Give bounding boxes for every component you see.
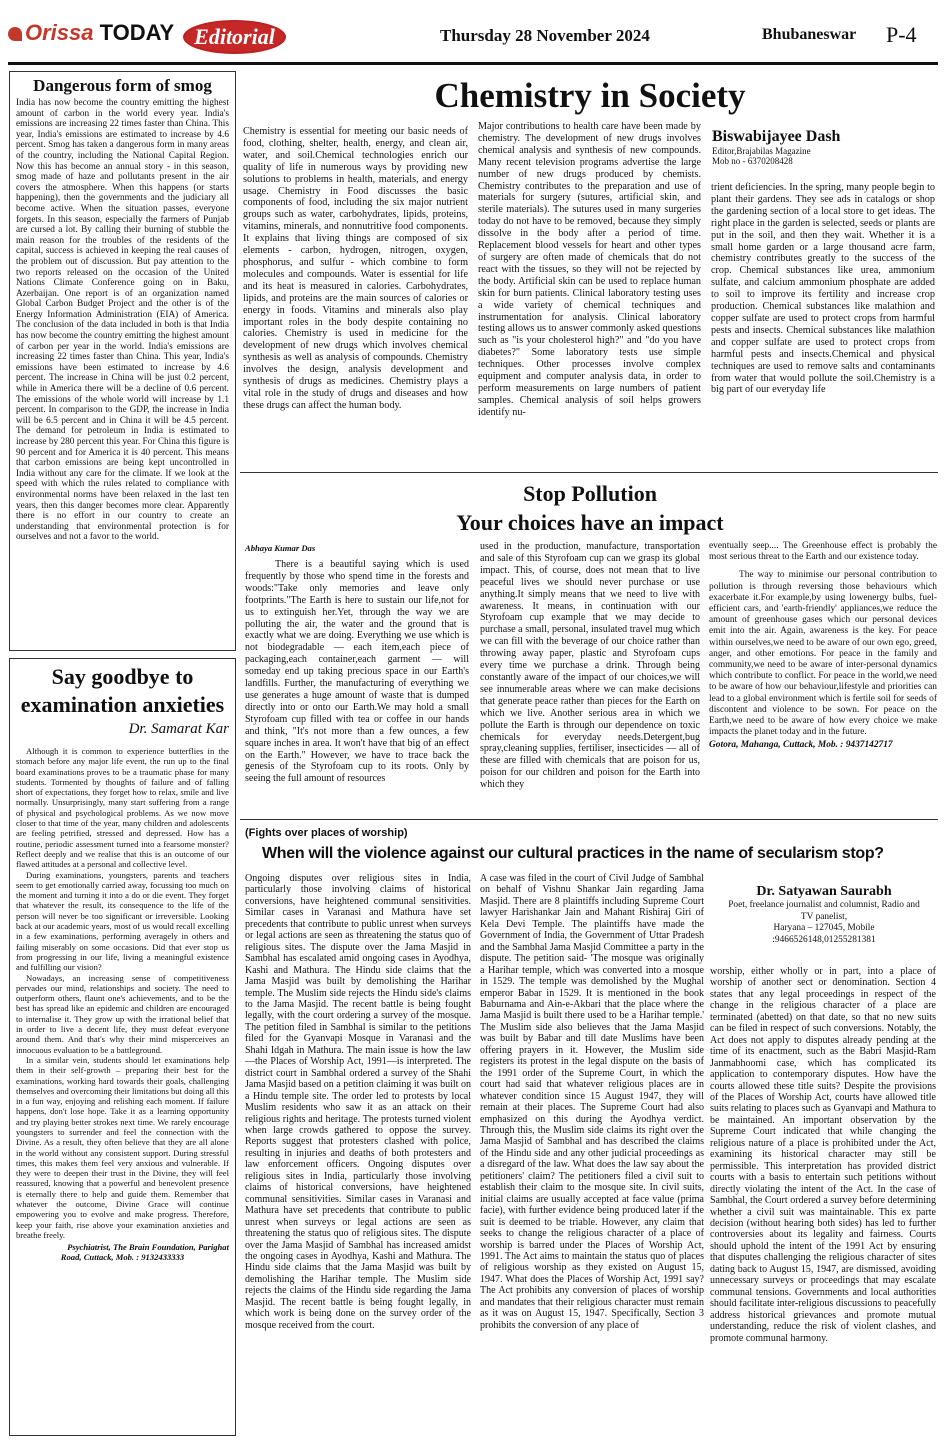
anxiety-paragraph: Nowadays, an increasing sense of competitiveness pervades our mind, relationships and society. The need to outperform others, flaunt one's achievements, and to be the best has spread like an epidemic and children are encouraged to internalise it. They grow up with the irrational belief that in order to live a decent life, they must defeat everyone around them. And that's why their mind misperceives an innocuous evaluation to be a battleground. bbox=[16, 972, 229, 1055]
anxiety-article bbox=[9, 658, 236, 1436]
worship-author-aff-1: Poet, freelance journalist and columnist, Radio and bbox=[728, 900, 920, 910]
divider bbox=[240, 472, 938, 473]
smog-body: India has now become the country emitting the highest amount of carbon in the world every year. India's emissions are increasing 22 times faster than China. This year, India's emissions are estimated to increase by 4.6 percent. Smog has taken a dangerous form in many areas of the country, including the National Capital Region. Now this has become an annual story - in this season, smog made of haze and pollutants present in the air covers the atmosphere. When this happens (or starts happening), then the governments and the judiciary all become active. When the situation passes, everyone forgets. In this season, especially the farmers of Punjab are cursed a lot. By calling their burning of stubble the main reason for the troubles of the residents of the capital, success is achieved in keeping the real causes of the problem out of discussion. But pay attention to the two reports released on the occasion of the United Nations Climate Conference going on in Baku, Azerbaijan. One report is of an organization named Global Carbon Budget Project and the other is of the Energy Information Administration (EIA) of America. The conclusion of the data included in both is that India has now become the country emitting the highest amount of carbon per year in the world. India's emissions are increasing 22 times faster than China. This year, India's emissions have been estimated to increase by 4.6 percent. The increase in China will be just 0.2 percent, while in America there will be a decline of 0.6 percent. The emissions of the whole world will increase by 1.1 percent. In comparison to the GDP, the increase in India will be 6.5 percent and in China it will be 4.5 percent. The demand for petroleum in India is estimated to increase by 280 percent this year. For China this figure is 90 percent and for America it is 40 percent. This means that carbon emissions are being kept uncontrolled in India without any care for the climate. If we look at the speed with which the rules related to compliance with environmental norms have been relaxed in the last ten years, then this danger becomes more clear. Apparently there is no effort in our country to create an understanding that environmental protection is for ourselves and not a favor to the world. bbox=[16, 98, 229, 543]
worship-author-box bbox=[710, 876, 938, 960]
smog-title: Dangerous form of smog bbox=[33, 76, 212, 95]
anxiety-signature-1: Psychiatrist, The Brain Foundation, Parighat bbox=[67, 1242, 229, 1253]
chem-title: Chemistry in Society bbox=[434, 76, 746, 115]
anxiety-title-2: examination anxieties bbox=[20, 692, 225, 717]
pollution-column-1: There is a beautiful saying which is used frequently by those who spend time in the forests and woods:"Take only memories and leave only footprints."The Earth is here to sustain our life,not for us to extinguish her.Yet, through the way we are polluting the air, the water and the ground that is exactly what we are doing. Everything we use which is not biodegradable — each item,each piece of packaging,each container,each garment — will someday end up taking precious space in our Earth's landfills. Further, the manufacturing of everything we use generates a huge amount of waste that is dumped directly into or onto our Earth.We may hold a small Styrofoam cup filled with tea or coffee in our hands and think, "It's not more than a few ounces, a few square inches in area. It won't have that big of an effect on the Earth." However, we have to trace back the genesis of the Styrofoam cup to its roots. Only by seeing the full amount of resources bbox=[245, 559, 469, 785]
pollution-column-3a: eventually seep.... The Greenhouse effect is probably the most serious threat to the Earth and our existence today. bbox=[709, 541, 937, 563]
pollution-title-1: Stop Pollution bbox=[523, 481, 657, 506]
chem-author-box bbox=[706, 122, 938, 178]
issue-date: Thursday 28 November 2024 bbox=[440, 26, 650, 45]
chem-author-aff-2: Mob no - 6370208428 bbox=[712, 156, 793, 166]
worship-author-aff-2: TV panelist, bbox=[800, 911, 848, 922]
worship-column-2: A case was filed in the court of Civil Judge of Sambhal on behalf of Vishnu Shankar Jain regarding Jama Masjid. There are 8 plaintiffs including Supreme Court lawyer Harishankar Jain and Mahant Rishiraj Giri of Kela Devi Temple. The plaintiffs have made the Government of India, the Government of Uttar Pradesh and the Sambhal Jama Masjid Committee a party in the dispute. The petition said- 'The mosque was originally a Harihar temple, which was converted into a mosque in 1529. The temple was demolished by the Mughal emperor Babar in 1529. It is mentioned in the book Baburnama and Ain-e-Akbari that the place where the Jama Masjid is built there used to be a Harihar temple.' The Muslim side also believes that the Jama Masjid was built by Babar and till date Muslims have been offering prayers in it. However, the Muslim side registers its protest in the legal dispute on the basis of the 1991 order of the Supreme Court, in which the court had said that whatever religious places are in whatever condition since 15 August 1947, they will remain at their places. The Supreme Court had also emphasized on this during the Ayodhya verdict. Through this, the Muslim side claims its right over the Jama Masjid of Sambhal and has described the claims of the Hindu side and any other judicial proceedings as a disregard of the law. What does the law say about the petitioners' claim? The petitioners filed a civil suit to establish their claim to the mosque site. In civil suits, initial claims are usually accepted at face value (prima facie), with further evidence being produced later if the suit is deemed to be triable. However, any claim that seeks to change the religious character of a place of worship is barred under the Places of Worship Act, 1991. The Act aims to maintain the status quo of places of religious worship as they existed on August 15, 1947. What does the Places of Worship Act, 1991 say? The Act prohibits any conversion of places of worship and mandates that their religious character must remain as it was on August 15, 1947. Specifically, Section 3 prohibits the conversion of any place of bbox=[480, 873, 704, 1331]
chem-column-1: Chemistry is essential for meeting our basic needs of food, clothing, shelter, health, energy, and clean air, water, and soil.Chemical technologies enrich our quality of life in numerous ways by providing new solutions to problems in health, materials, and energy usage. Chemistry in Food discusses the basic components of food, including the six major nutrient groups such as water, carbohydrates, lipids, proteins, vitamins, minerals, and nonnutritive food components. It explains that living things are composed of six elements - carbon, hydrogen, nitrogen, oxygen, phosphorus, and sulfur - which combine to form molecules and compounds. Water is essential for life and its heat is measured in calories. Carbohydrates, lipids, and proteins are the main sources of calories or energy in foods. Vitamins and minerals also play important roles in the body despite containing no calories. Chemistry is used in medicine for the development of new drugs which involves chemical synthesis as well as analysis of compounds. Chemistry involves the design, analysis development and synthesis of drugs as medicines. Chemistry plays a vital role in the study of drugs and diseases and how these drugs can affect the human body. bbox=[243, 126, 468, 411]
pollution-column-3 bbox=[709, 541, 937, 811]
worship-author: Dr. Satyawan Saurabh bbox=[756, 884, 892, 899]
masthead-rule bbox=[8, 62, 938, 65]
logo-icon bbox=[8, 27, 22, 41]
anxiety-title-1: Say goodbye to bbox=[51, 664, 194, 689]
smog-article bbox=[9, 71, 236, 651]
worship-column-1: Ongoing disputes over religious sites in India, particularly those involving claims of historical conversions, have heightened communal sensitivities. Similar cases in Varanasi and Mathura have set precedents that contribute to public unrest when surveys or legal actions are seen as threatening the status quo of religious sites. The dispute over the Jama Masjid in Sambhal has escalated amid ongoing cases in Ayodhya, Kashi and Mathura. The Hindu side claims that the Jama Masjid was built by demolishing the Harihar temple. The Muslim side rejects the Hindu side's claims to the Jama Masjid. The recent battle is being fought legally, with the court ordering a survey of the mosque. The petition filed in Sambhal is similar to the petitions filed for the Gyanvapi Mosque in Varanasi and the Shahi Idgah in Mathura. The main issue is how the law—the Places of Worship Act, 1991—is interpreted. The district court in Sambhal ordered a survey of the Shahi Jama Masjid based on a petition claiming it was built on a Hindu temple site. The order led to protests by local Muslim residents who saw it as an attack on their religious rights and heritage. The protests turned violent when large crowds gathered to oppose the survey. Reports suggest that protesters clashed with police, resulting in injuries and deaths of both protesters and law enforcement officers. Ongoing disputes over religious sites in India, particularly those involving claims of historical conversions, have heightened communal sensitivities. Similar cases in Varanasi and Mathura have set precedents that contribute to public unrest when surveys or legal actions are seen as threatening the status quo of religious sites. The dispute over the Jama Masjid of Sambhal has increased amidst the ongoing cases in Ayodhya, Kashi and Mathura. The Hindu side claims that the Jama Masjid was built by demolishing the Harihar temple. The Muslim side rejects the claims of the Hindu side regarding the Jama Masjid. The recent battle is being fought legally, in which work is being done on the survey order of the mosque received from the court. bbox=[245, 873, 471, 1331]
chem-column-3: trient deficiencies. In the spring, many people begin to plant their gardens. They see ads in catalogs or shop the gardening section of a local store to get ideas. The right place in the garden is selected, seeds or plants are put in the soil, and then they wait. Whether it is a small home garden or a large thousand acre farm, chemistry contributes greatly to the success of the crop. Chemical substances like urea, ammonium sulfate, and calcium ammonium phosphate are added to soil to improve its fertility and increase crop production. Chemical substances like malathion and copper sulfate are used to protect crops from harmful pests and insects. Chemical substances like malathion and copper sulfate are used to protect crops from harmful pests and insects.Chemical and physical techniques are used to remove salts and contaminants from water that would pollute the soil.Chemistry is a big part of our everyday life bbox=[711, 182, 935, 396]
section-badge: Editorial bbox=[183, 20, 286, 54]
worship-column-3: worship, either wholly or in part, into a place of worship of another sect or denomination. Section 4 states that any legal proceedings in respect of the change in the religious character of a place are terminated (abetted) on that date, so that no new suits can be filed in respect of such conversions. Notably, the Act does not apply to disputes already pending at the time of its enactment, such as the Babri Masjid-Ram Janmabhoomi case, which has complicated its application to contemporary disputes. How have the courts allowed these title suits? Despite the provisions of the Places of Worship Act, courts have allowed title suits relating to places such as Gyanvapi and Mathura to be maintained. An important observation by the Supreme Court indicated that while changing the religious nature of a place is prohibited under the Act, examining its historical character may still be permissible. This interpretation has provided district courts with a basis to entertain such petitions without directly violating the intent of the Act. In the case of Sambhal, the Court ordered a survey before determining whether a civil suit was maintainable. This ex parte decision (without hearing both sides) has led to further controversies about its legality and fairness. Courts should uphold the intent of the 1991 Act by ensuring that disputes challenging the religious character of sites dating back to August 15, 1947, are dismissed, avoiding unnecessary surveys or proceedings that may escalate communal tensions. Governments and local authorities should facilitate inter-religious discussions to peacefully address historical grievances and promote mutual understanding, reduce the risk of violent clashes, and promote communal harmony. bbox=[710, 966, 936, 1344]
pollution-author: Abhaya Kumar Das bbox=[245, 543, 316, 553]
anxiety-paragraph: In a similar vein, students should let examinations help them in their self-growth – preparing their best for the examinations, working hard towards their goals, challenging themselves and overcoming their limitations but doing all this in a fun way, enjoying and relishing each moment. If failure happens, don't lose hope. Take it as a learning opportunity and try playing better strokes next time. We rarely encourage youngsters to surrender and feel the connection with the Divine. As a result, they often believe that they are all alone in the world without any consistent support. During stressful times, this makes them feel very anxious and vulnerable. If they were to deepen their trust in the Divine, they will feel reassured, knowing that a powerful and benevolent presence is eternally there to help and guide them. Remember that whatever the outcome, Divine Grace will continue empowering you to evolve and make progress. Therefore, keep your faith, rise above your examination anxieties and breathe freely. bbox=[16, 1054, 229, 1240]
anxiety-paragraph: Although it is common to experience butterflies in the stomach before any major life event, the run up to the final board examinations proves to be a traumatic phase for many students. Tormented by thoughts of failure and of falling short of expectations, they forget how to relax, smile and live normally. Unsurprisingly, many start suffering from a range of physical and psychological problems. As we now move closer to that time of the year, many children and adolescents are feeling petrified, stressed and depressed. How has a routine, periodic assessment turned into a fearsome monster? Reflect deeply and we realise that this is an outcome of our flawed attitudes at a personal and collective level. bbox=[16, 746, 229, 870]
logo-orissa: Orissa bbox=[25, 20, 94, 45]
chem-author: Biswabijayee Dash bbox=[712, 128, 841, 145]
masthead-logo bbox=[8, 20, 174, 46]
issue-city: Bhubaneswar bbox=[762, 26, 857, 43]
logo-today: TODAY bbox=[99, 20, 175, 45]
anxiety-author: Dr. Samarat Kar bbox=[128, 721, 229, 737]
page-number: P-4 bbox=[886, 22, 917, 47]
worship-kicker: (Fights over places of worship) bbox=[245, 827, 408, 839]
pollution-column-3b: The way to minimise our personal contribution to pollution is through reversing those behaviours which exacerbate it.For example,by using lowenergy bulbs, fuel-efficient cars, and 'earth-friendly' appliances,we reduce the amount of greenhouse gases which our personal devices emit into the air. Again, awareness is the key. For peace within ourselves,we need to be aware of our own ego, greed, anger, and other emotions. For peace in the family and community,we need to be aware of inter-personal dynamics which contribute to conflict. For peace in the world,we need to be aware of how our behaviour,lifestyle and priorities can lead to a global environment which is fertile soil for seeds of discontent and violence to be sown. For peace on the Earth,we need to be aware of how every choice we make impacts the planet today and in the future. bbox=[709, 570, 937, 738]
pollution-signature: Gotora, Mahanga, Cuttack, Mob. : 9437142717 bbox=[709, 740, 893, 751]
worship-author-aff-3: Haryana – 127045, Mobile bbox=[773, 923, 875, 933]
worship-author-aff-4: :9466526148,01255281381 bbox=[772, 934, 876, 945]
chem-author-aff-1: Editor,Brajabilas Magazine bbox=[712, 146, 811, 156]
divider bbox=[240, 819, 938, 820]
anxiety-signature-2: Road, Cuttack, Mob. : 9132433333 bbox=[60, 1252, 185, 1263]
pollution-title-2: Your choices have an impact bbox=[456, 510, 724, 535]
anxiety-paragraph: During examinations, youngsters, parents and teachers seem to get emotionally carried away, focussing too much on the moment and turning it into a do or die event. They forget that whatever the result, its consequence to the life of the person will never be too significant or irreversible. Looking back at our academic years, most of us would recall excelling in a few examinations, performing averagely in others and failing miserably on some occasions. Did that ever stop us from progressing in our life, living a meaningful existence and fulfilling our vision? bbox=[16, 869, 229, 973]
chem-column-2: Major contributions to health care have been made by chemistry. The development of new drugs involves chemical analysis and synthesis of new compounds. Many recent television programs advertise the large number of new drugs produced by chemists. Chemistry contributes to the preparation and use of materials for surgery (sutures, artificial skin, and sterile materials). The sutures used in many surgeries today do not have to be removed, because they simply dissolve in the body after a period of time. Replacement blood vessels for heart and other types of surgery are often made of chemicals that do not react with the tissues, so they will not be rejected by the body. Artificial skin can be used to replace human skin for burn patients. Clinical laboratory testing uses a wide variety of chemical techniques and instrumentation for analysis. Clinical laboratory testing allows us to answer commonly asked questions such as "is your cholesterol high?" and "do you have diabetes?" Some laboratory tests use simple techniques. Other processes involve complex equipment and computer analysis data, in order to perform measurements on large numbers of patient samples. Chemical analysis of soil helps growers identify nu- bbox=[478, 121, 701, 418]
worship-title: When will the violence against our cultural practices in the name of secularism stop? bbox=[262, 845, 884, 862]
pollution-column-2: used in the production, manufacture, transportation and sale of this Styrofoam cup can we grasp its global impact. This, of course, does not mean that to live peaceful lives we should never purchase or use anything.It simply means that we need to live with awareness. It means, in continuation with our Styrofoam cup example that we may decide to purchase a small, personal, insulated travel mug which we can fill with the beverage of our choice rather than throwing away paper, plastic and Styrofoam cups every time we purchase a drink. Through being constantly aware of the impact of our choices,we will see innumerable areas where we can make decisions that generate peace rather than pieces for the Earth on which we live. Another serious area in which we pollute the Earth is through our dependence on toxic chemicals for everyday needs.Detergent,bug spray,cleaning supplies, fertiliser, insecticides — all of these are filled with chemicals that are poison for us, poison for our children and poison for the Earth into which they bbox=[480, 541, 700, 791]
